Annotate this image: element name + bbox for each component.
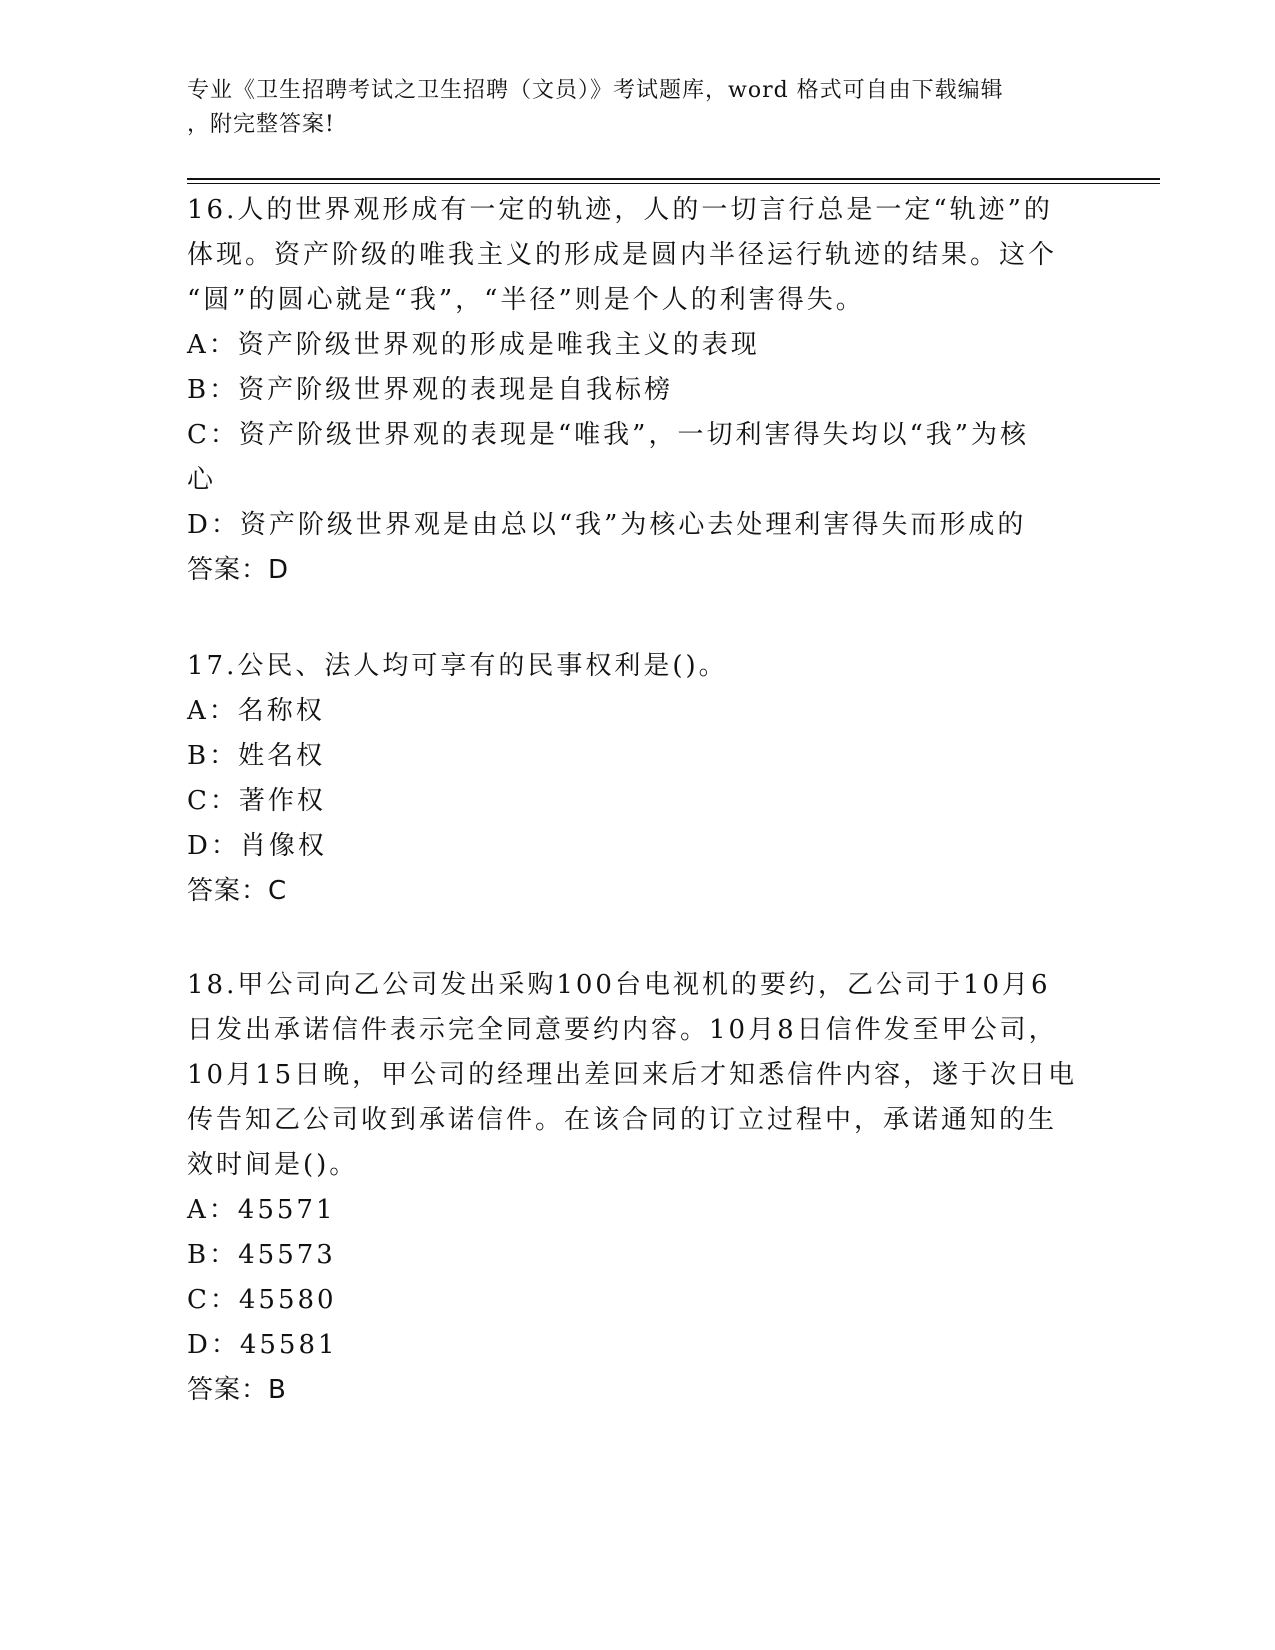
- question-stem-line: 18.甲公司向乙公司发出采购100台电视机的要约，乙公司于10月6: [187, 970, 1051, 1000]
- answer: 答案：B: [187, 1375, 287, 1405]
- document-header: [187, 74, 1087, 142]
- header-line-2: ，附完整答案!: [187, 112, 335, 137]
- option-d: D：资产阶级世界观是由总以“我”为核心去处理利害得失而形成的: [187, 510, 1027, 540]
- option-d: D：45581: [187, 1330, 338, 1360]
- option-c: C：45580: [187, 1285, 337, 1315]
- header-divider-thick: [187, 178, 1160, 180]
- question-16: [187, 188, 1087, 593]
- option-b: B：资产阶级世界观的表现是自我标榜: [187, 375, 674, 405]
- question-stem-line: 17.公民、法人均可享有的民事权利是()。: [187, 651, 728, 681]
- option-c-continued: 心: [187, 465, 217, 495]
- option-d: D：肖像权: [187, 831, 327, 861]
- question-stem-line: 效时间是()。: [187, 1150, 359, 1180]
- question-stem-line: 16.人的世界观形成有一定的轨迹，人的一切言行总是一定“轨迹”的: [187, 195, 1053, 225]
- answer: 答案：C: [187, 876, 288, 906]
- answer: 答案：D: [187, 555, 290, 585]
- header-line-1: 专业《卫生招聘考试之卫生招聘（文员）》考试题库，word 格式可自由下载编辑: [187, 78, 1004, 103]
- question-stem-line: 体现。资产阶级的唯我主义的形成是圆内半径运行轨迹的结果。这个: [187, 240, 1058, 270]
- option-b: B：45573: [187, 1240, 336, 1270]
- option-c: C：资产阶级世界观的表现是“唯我”，一切利害得失均以“我”为核: [187, 420, 1030, 450]
- question-stem-line: 日发出承诺信件表示完全同意要约内容。10月8日信件发至甲公司，: [187, 1015, 1058, 1045]
- question-17: [187, 644, 1087, 914]
- question-stem-line: 10月15日晚，甲公司的经理出差回来后才知悉信件内容，遂于次日电: [187, 1060, 1078, 1090]
- option-list: [187, 323, 1087, 548]
- question-stem-line: 传告知乙公司收到承诺信件。在该合同的订立过程中，承诺通知的生: [187, 1105, 1058, 1135]
- question-18: [187, 963, 1087, 1413]
- option-a: A：名称权: [187, 696, 325, 726]
- option-list: [187, 1188, 1087, 1368]
- option-a: A：45571: [187, 1195, 336, 1225]
- option-a: A：资产阶级世界观的形成是唯我主义的表现: [187, 330, 760, 360]
- option-list: [187, 689, 1087, 869]
- option-b: B：姓名权: [187, 741, 326, 771]
- question-stem-line: “圆”的圆心就是“我”，“半径”则是个人的利害得失。: [187, 285, 865, 315]
- header-divider-thin: [187, 183, 1160, 184]
- option-c: C：著作权: [187, 786, 326, 816]
